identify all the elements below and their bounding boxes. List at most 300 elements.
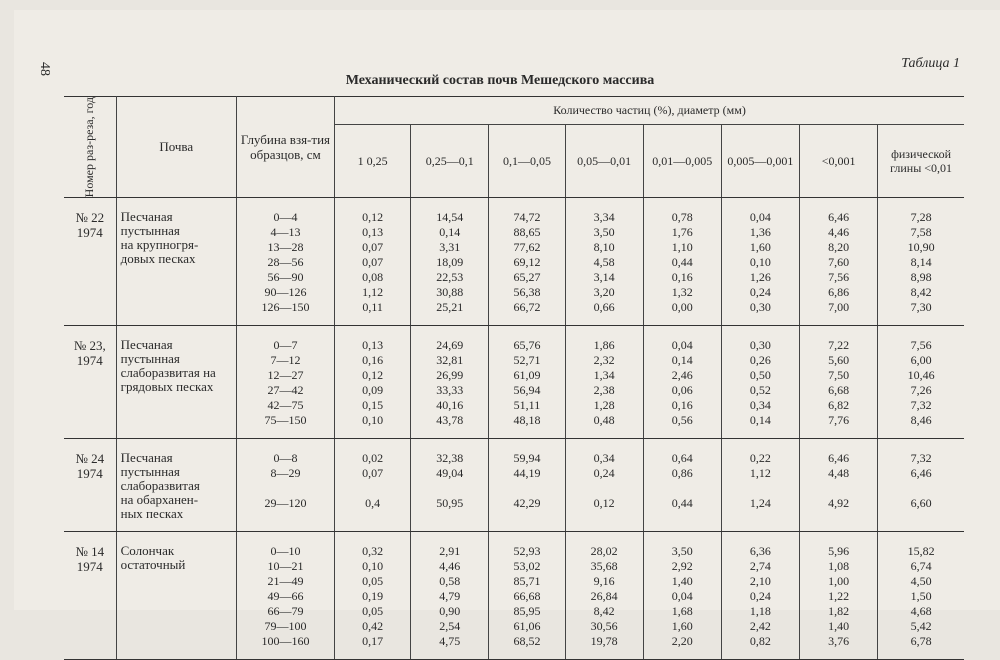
fraction-value: 0,15 [362, 398, 384, 413]
fraction-value: 3,20 [593, 285, 615, 300]
soil-text: пустынная [120, 351, 180, 367]
value-cell [565, 198, 643, 326]
value-cell [721, 326, 799, 439]
fraction-value: 9,16 [593, 574, 615, 589]
fraction-value: 22,53 [436, 270, 464, 285]
cut-id-text: № 23, [73, 338, 106, 354]
fraction-value: 6,82 [828, 398, 850, 413]
fraction-value: 6,46 [828, 451, 850, 466]
fraction-value: 0,30 [749, 338, 771, 353]
value-cell [878, 532, 964, 660]
fraction-value: 61,09 [513, 368, 541, 383]
fraction-value: 18,09 [436, 255, 464, 270]
depth-value: 42—75 [267, 398, 304, 413]
soil-text: Песчаная [120, 337, 173, 353]
fraction-value: 7,30 [910, 300, 932, 315]
fraction-value: 8,42 [910, 285, 932, 300]
depth-value: 8—29 [270, 466, 301, 481]
value-cell [643, 439, 721, 532]
fraction-value: 85,95 [513, 604, 541, 619]
table-row [64, 532, 964, 660]
fraction-value: 6,36 [749, 544, 771, 559]
fraction-value: 1,36 [749, 225, 771, 240]
value-cell [878, 326, 964, 439]
depth-value: 7—12 [270, 353, 301, 368]
depth-value: 4—13 [270, 225, 301, 240]
fraction-value: 1,34 [593, 368, 615, 383]
fraction-value: 5,96 [828, 544, 850, 559]
header-fraction-4: 0,05—0,01 [565, 125, 643, 198]
table-row [64, 198, 964, 326]
value-cell [878, 198, 964, 326]
fraction-value: 0,24 [593, 466, 615, 481]
fraction-value: 0,04 [671, 589, 693, 604]
fraction-value: 3,14 [593, 270, 615, 285]
fraction-value: 7,28 [910, 210, 932, 225]
fraction-value: 1,18 [749, 604, 771, 619]
fraction-value: 0,66 [593, 300, 615, 315]
fraction-value: 6,00 [910, 353, 932, 368]
depth-value: 13—28 [267, 240, 304, 255]
fraction-value: 7,60 [828, 255, 850, 270]
fraction-value: 1,32 [671, 285, 693, 300]
value-cell [721, 532, 799, 660]
fraction-value: 0,24 [749, 285, 771, 300]
soil-text: Песчаная [120, 209, 173, 225]
fraction-value: 7,76 [828, 413, 850, 428]
fraction-value: 88,65 [513, 225, 541, 240]
soil-text: грядовых песках [120, 379, 214, 395]
fraction-value: 4,58 [593, 255, 615, 270]
header-soil: Почва [116, 97, 236, 198]
depth-cell [236, 532, 334, 660]
value-cell [800, 198, 878, 326]
fraction-value: 0,10 [362, 413, 384, 428]
fraction-value: 0,48 [593, 413, 615, 428]
fraction-value [726, 481, 795, 496]
fraction-value: 2,32 [593, 353, 615, 368]
fraction-value: 3,50 [671, 544, 693, 559]
fraction-value: 74,72 [513, 210, 541, 225]
value-cell [800, 326, 878, 439]
fraction-value: 1,12 [749, 466, 771, 481]
fraction-value: 0,16 [671, 270, 693, 285]
cut-id-text: № 22 [75, 210, 105, 226]
depth-cell [236, 326, 334, 439]
header-cut-number-text: Номер раз-реза, год [81, 97, 96, 198]
header-fraction-7: <0,001 [800, 125, 878, 198]
fraction-value: 0,05 [362, 574, 384, 589]
depth-value: 126—150 [261, 300, 310, 315]
fraction-value: 0,52 [749, 383, 771, 398]
fraction-value: 8,10 [593, 240, 615, 255]
value-cell [878, 439, 964, 532]
fraction-value: 3,31 [439, 240, 461, 255]
value-cell [411, 532, 489, 660]
depth-value: 29—120 [264, 496, 307, 511]
soil-text: пустынная [120, 223, 180, 239]
fraction-value: 0,11 [362, 300, 383, 315]
depth-value [241, 481, 330, 496]
fraction-value: 61,06 [513, 619, 541, 634]
soil-text: на обарханен- [120, 492, 199, 508]
cut-id-text: № 14 [75, 544, 105, 560]
fraction-value: 85,71 [513, 574, 541, 589]
fraction-value: 2,54 [439, 619, 461, 634]
fraction-value: 8,14 [910, 255, 932, 270]
fraction-value: 6,46 [828, 210, 850, 225]
fraction-value: 0,08 [362, 270, 384, 285]
fraction-value: 0,10 [362, 559, 384, 574]
value-cell [643, 326, 721, 439]
fraction-value: 59,94 [513, 451, 541, 466]
fraction-value: 7,32 [910, 398, 932, 413]
soil-composition-table [64, 96, 964, 660]
soil-text: слаборазвитая [120, 478, 200, 494]
table-body [64, 198, 964, 660]
fraction-value: 56,94 [513, 383, 541, 398]
fraction-value: 2,10 [749, 574, 771, 589]
fraction-value: 6,46 [910, 466, 932, 481]
cut-id-text: 1974 [76, 559, 103, 575]
fraction-value: 0,22 [749, 451, 771, 466]
fraction-value: 1,26 [749, 270, 771, 285]
fraction-value: 0,04 [749, 210, 771, 225]
fraction-value: 3,76 [828, 634, 850, 649]
value-cell [335, 532, 411, 660]
value-cell [565, 439, 643, 532]
depth-value: 10—21 [267, 559, 304, 574]
depth-value: 66—79 [267, 604, 304, 619]
fraction-value: 2,20 [671, 634, 693, 649]
fraction-value: 1,60 [671, 619, 693, 634]
fraction-value: 6,68 [828, 383, 850, 398]
fraction-value: 8,20 [828, 240, 850, 255]
fraction-value [804, 481, 873, 496]
fraction-value: 2,91 [439, 544, 461, 559]
fraction-value: 0,30 [749, 300, 771, 315]
fraction-value: 0,14 [439, 225, 461, 240]
value-cell [335, 326, 411, 439]
fraction-value: 40,16 [436, 398, 464, 413]
fraction-value: 25,21 [436, 300, 464, 315]
fraction-value: 19,78 [590, 634, 618, 649]
value-cell [411, 439, 489, 532]
fraction-value: 1,10 [671, 240, 693, 255]
fraction-value: 32,38 [436, 451, 464, 466]
fraction-value: 1,28 [593, 398, 615, 413]
fraction-value: 43,78 [436, 413, 464, 428]
fraction-value: 7,58 [910, 225, 932, 240]
fraction-value: 1,22 [828, 589, 850, 604]
fraction-value: 0,4 [365, 496, 381, 511]
header-fraction-6: 0,005—0,001 [721, 125, 799, 198]
value-cell [721, 198, 799, 326]
fraction-value: 0,12 [362, 210, 384, 225]
value-cell [489, 326, 565, 439]
header-fraction-5: 0,01—0,005 [643, 125, 721, 198]
fraction-value: 0,07 [362, 255, 384, 270]
fraction-value: 6,74 [910, 559, 932, 574]
cut-id-text: 1974 [76, 353, 103, 369]
fraction-value: 77,62 [513, 240, 541, 255]
fraction-value: 1,68 [671, 604, 693, 619]
fraction-value: 14,54 [436, 210, 464, 225]
fraction-value: 65,27 [513, 270, 541, 285]
fraction-value: 1,76 [671, 225, 693, 240]
header-particle-count: Количество частиц (%), диаметр (мм) [335, 97, 964, 125]
fraction-value: 65,76 [513, 338, 541, 353]
fraction-value: 2,92 [671, 559, 693, 574]
fraction-value: 1,24 [749, 496, 771, 511]
table-label: Таблица 1 [901, 56, 960, 71]
fraction-value: 8,42 [593, 604, 615, 619]
fraction-value: 1,60 [749, 240, 771, 255]
fraction-value: 0,56 [671, 413, 693, 428]
value-cell [800, 532, 878, 660]
fraction-value: 0,09 [362, 383, 384, 398]
fraction-value: 1,82 [828, 604, 850, 619]
soil-text: Солончак [120, 543, 175, 559]
fraction-value: 4,50 [910, 574, 932, 589]
fraction-value: 1,40 [671, 574, 693, 589]
fraction-value: 48,18 [513, 413, 541, 428]
fraction-value: 7,50 [828, 368, 850, 383]
depth-value: 90—126 [264, 285, 307, 300]
soil-text: ных песках [120, 506, 184, 522]
fraction-value [415, 481, 484, 496]
fraction-value: 68,52 [513, 634, 541, 649]
fraction-value: 3,50 [593, 225, 615, 240]
fraction-value: 51,11 [513, 398, 541, 413]
fraction-value: 0,12 [362, 368, 384, 383]
depth-value: 28—56 [267, 255, 304, 270]
fraction-value: 4,46 [828, 225, 850, 240]
fraction-value: 7,00 [828, 300, 850, 315]
soil-text: на крупногря- [120, 237, 199, 253]
value-cell [565, 326, 643, 439]
fraction-value: 32,81 [436, 353, 464, 368]
value-cell [565, 532, 643, 660]
fraction-value: 0,42 [362, 619, 384, 634]
fraction-value: 30,88 [436, 285, 464, 300]
table-row [64, 439, 964, 532]
fraction-value: 4,79 [439, 589, 461, 604]
depth-value: 21—49 [267, 574, 304, 589]
fraction-value: 50,95 [436, 496, 464, 511]
fraction-value: 0,32 [362, 544, 384, 559]
fraction-value: 0,14 [749, 413, 771, 428]
fraction-value: 0,12 [593, 496, 615, 511]
fraction-value: 2,74 [749, 559, 771, 574]
value-cell [721, 439, 799, 532]
soil-text: слаборазвитая на [120, 365, 216, 381]
depth-value: 56—90 [267, 270, 304, 285]
depth-cell [236, 439, 334, 532]
soil-text: довых песках [120, 251, 196, 267]
fraction-value: 0,86 [671, 466, 693, 481]
header-cut-number [64, 97, 116, 198]
soil-cell [116, 532, 236, 660]
value-cell [643, 198, 721, 326]
fraction-value: 44,19 [513, 466, 541, 481]
cut-id-cell [64, 532, 116, 660]
fraction-value: 0,34 [593, 451, 615, 466]
value-cell [335, 198, 411, 326]
value-cell [643, 532, 721, 660]
value-cell [411, 198, 489, 326]
fraction-value: 4,75 [439, 634, 461, 649]
fraction-value [648, 481, 717, 496]
cut-id-cell [64, 198, 116, 326]
fraction-value: 42,29 [513, 496, 541, 511]
cut-id-cell [64, 439, 116, 532]
cut-id-cell [64, 326, 116, 439]
header-fraction-3: 0,1—0,05 [489, 125, 565, 198]
value-cell [335, 439, 411, 532]
value-cell [489, 439, 565, 532]
fraction-value: 52,71 [513, 353, 541, 368]
fraction-value [339, 481, 406, 496]
cut-id-text: 1974 [76, 225, 103, 241]
fraction-value: 0,19 [362, 589, 384, 604]
fraction-value: 66,68 [513, 589, 541, 604]
fraction-value: 8,98 [910, 270, 932, 285]
depth-value: 0—4 [273, 210, 298, 225]
fraction-value: 0,14 [671, 353, 693, 368]
fraction-value: 0,78 [671, 210, 693, 225]
fraction-value: 10,46 [907, 368, 935, 383]
fraction-value: 2,38 [593, 383, 615, 398]
fraction-value: 5,42 [910, 619, 932, 634]
fraction-value: 66,72 [513, 300, 541, 315]
fraction-value: 4,92 [828, 496, 850, 511]
fraction-value: 7,56 [910, 338, 932, 353]
header-depth: Глубина взя-тия образцов, см [236, 97, 334, 198]
fraction-value: 1,00 [828, 574, 850, 589]
fraction-value: 35,68 [590, 559, 618, 574]
depth-cell [236, 198, 334, 326]
cut-id-text: № 24 [75, 451, 105, 467]
fraction-value: 0,16 [362, 353, 384, 368]
fraction-value: 28,02 [590, 544, 618, 559]
soil-cell [116, 439, 236, 532]
fraction-value: 0,64 [671, 451, 693, 466]
header-fraction-1: 1 0,25 [335, 125, 411, 198]
fraction-value: 0,24 [749, 589, 771, 604]
fraction-value: 0,17 [362, 634, 384, 649]
depth-value: 49—66 [267, 589, 304, 604]
depth-value: 75—150 [264, 413, 307, 428]
fraction-value: 2,46 [671, 368, 693, 383]
depth-value: 0—7 [273, 338, 298, 353]
depth-value: 0—8 [273, 451, 298, 466]
fraction-value: 49,04 [436, 466, 464, 481]
depth-value: 79—100 [264, 619, 307, 634]
fraction-value: 52,93 [513, 544, 541, 559]
fraction-value: 7,22 [828, 338, 850, 353]
fraction-value: 2,42 [749, 619, 771, 634]
fraction-value: 7,56 [828, 270, 850, 285]
page-number: 48 [37, 62, 52, 76]
fraction-value: 0,44 [671, 496, 693, 511]
fraction-value: 0,02 [362, 451, 384, 466]
fraction-value: 0,34 [749, 398, 771, 413]
header-physical-clay: физической глины <0,01 [878, 125, 964, 198]
fraction-value: 0,07 [362, 240, 384, 255]
depth-value: 100—160 [261, 634, 310, 649]
value-cell [411, 326, 489, 439]
cut-id-text: 1974 [76, 466, 103, 482]
fraction-value: 4,68 [910, 604, 932, 619]
value-cell [800, 439, 878, 532]
fraction-value [570, 481, 639, 496]
fraction-value [493, 481, 560, 496]
fraction-value: 4,48 [828, 466, 850, 481]
fraction-value: 0,44 [671, 255, 693, 270]
value-cell [489, 532, 565, 660]
fraction-value: 0,13 [362, 338, 384, 353]
fraction-value: 26,84 [590, 589, 618, 604]
fraction-value: 0,00 [671, 300, 693, 315]
fraction-value: 1,50 [910, 589, 932, 604]
fraction-value: 15,82 [907, 544, 935, 559]
fraction-value: 26,99 [436, 368, 464, 383]
depth-value: 27—42 [267, 383, 304, 398]
fraction-value: 1,08 [828, 559, 850, 574]
fraction-value: 6,86 [828, 285, 850, 300]
fraction-value: 24,69 [436, 338, 464, 353]
header-fraction-2: 0,25—0,1 [411, 125, 489, 198]
fraction-value: 5,60 [828, 353, 850, 368]
fraction-value: 0,05 [362, 604, 384, 619]
value-cell [489, 198, 565, 326]
fraction-value: 0,50 [749, 368, 771, 383]
soil-cell [116, 198, 236, 326]
table-row [64, 326, 964, 439]
fraction-value: 53,02 [513, 559, 541, 574]
soil-text: пустынная [120, 464, 180, 480]
fraction-value: 0,90 [439, 604, 461, 619]
fraction-value: 69,12 [513, 255, 541, 270]
soil-text: Песчаная [120, 450, 173, 466]
fraction-value: 0,58 [439, 574, 461, 589]
fraction-value: 7,32 [910, 451, 932, 466]
soil-cell [116, 326, 236, 439]
fraction-value: 6,78 [910, 634, 932, 649]
fraction-value: 0,06 [671, 383, 693, 398]
fraction-value: 0,16 [671, 398, 693, 413]
fraction-value: 0,13 [362, 225, 384, 240]
fraction-value: 0,07 [362, 466, 384, 481]
fraction-value: 0,04 [671, 338, 693, 353]
fraction-value: 0,26 [749, 353, 771, 368]
fraction-value: 0,10 [749, 255, 771, 270]
fraction-value: 7,26 [910, 383, 932, 398]
fraction-value: 1,86 [593, 338, 615, 353]
fraction-value: 56,38 [513, 285, 541, 300]
fraction-value: 8,46 [910, 413, 932, 428]
fraction-value: 6,60 [910, 496, 932, 511]
fraction-value: 0,82 [749, 634, 771, 649]
fraction-value: 30,56 [590, 619, 618, 634]
fraction-value: 3,34 [593, 210, 615, 225]
fraction-value: 1,12 [362, 285, 384, 300]
depth-value: 0—10 [270, 544, 301, 559]
fraction-value: 1,40 [828, 619, 850, 634]
fraction-value: 10,90 [907, 240, 935, 255]
table-title: Механический состав почв Мешедского массива [345, 73, 655, 88]
